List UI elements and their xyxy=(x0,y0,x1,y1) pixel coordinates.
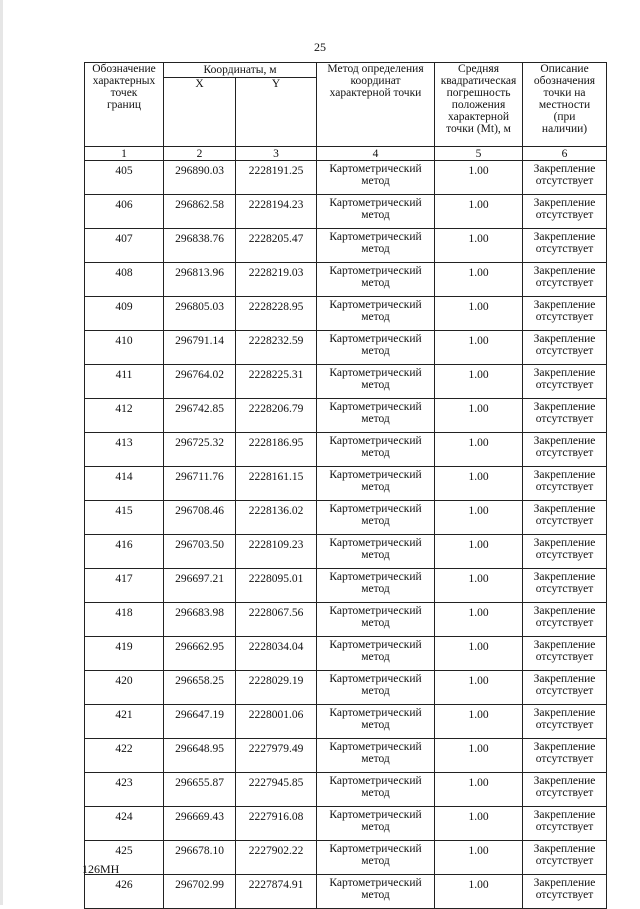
method-cell: Картометрический метод xyxy=(317,603,435,637)
table-row xyxy=(85,841,607,875)
table-row xyxy=(85,467,607,501)
description-cell: Закрепление отсутствует xyxy=(523,467,607,501)
y-coordinate-cell: 2228219.03 xyxy=(236,263,317,297)
header-x: X xyxy=(164,78,236,147)
description-cell: Закрепление отсутствует xyxy=(523,603,607,637)
description-cell: Закрепление отсутствует xyxy=(523,569,607,603)
x-coordinate-cell: 296742.85 xyxy=(164,399,236,433)
table-row xyxy=(85,603,607,637)
table-body xyxy=(85,161,607,909)
description-cell: Закрепление отсутствует xyxy=(523,841,607,875)
x-coordinate-cell: 296791.14 xyxy=(164,331,236,365)
description-cell: Закрепление отсутствует xyxy=(523,637,607,671)
column-number-row xyxy=(85,147,607,161)
error-cell: 1.00 xyxy=(435,161,523,195)
table-row xyxy=(85,161,607,195)
method-cell: Картометрический метод xyxy=(317,535,435,569)
header-point-designation: Обозначение характерных точек границ xyxy=(85,63,164,147)
point-id-cell: 416 xyxy=(85,535,164,569)
table-row xyxy=(85,637,607,671)
x-coordinate-cell: 296764.02 xyxy=(164,365,236,399)
y-coordinate-cell: 2228225.31 xyxy=(236,365,317,399)
point-id-cell: 413 xyxy=(85,433,164,467)
table-row xyxy=(85,229,607,263)
y-coordinate-cell: 2228205.47 xyxy=(236,229,317,263)
description-cell: Закрепление отсутствует xyxy=(523,263,607,297)
error-cell: 1.00 xyxy=(435,705,523,739)
x-coordinate-cell: 296725.32 xyxy=(164,433,236,467)
y-coordinate-cell: 2228228.95 xyxy=(236,297,317,331)
point-id-cell: 406 xyxy=(85,195,164,229)
table-row xyxy=(85,773,607,807)
column-number: 3 xyxy=(236,147,317,161)
description-cell: Закрепление отсутствует xyxy=(523,501,607,535)
method-cell: Картометрический метод xyxy=(317,365,435,399)
description-cell: Закрепление отсутствует xyxy=(523,297,607,331)
error-cell: 1.00 xyxy=(435,637,523,671)
y-coordinate-cell: 2227902.22 xyxy=(236,841,317,875)
column-number: 5 xyxy=(435,147,523,161)
description-cell: Закрепление отсутствует xyxy=(523,875,607,909)
point-id-cell: 426 xyxy=(85,875,164,909)
point-id-cell: 408 xyxy=(85,263,164,297)
method-cell: Картометрический метод xyxy=(317,331,435,365)
point-id-cell: 419 xyxy=(85,637,164,671)
scan-edge xyxy=(0,0,3,905)
y-coordinate-cell: 2227916.08 xyxy=(236,807,317,841)
method-cell: Картометрический метод xyxy=(317,637,435,671)
point-id-cell: 420 xyxy=(85,671,164,705)
point-id-cell: 422 xyxy=(85,739,164,773)
y-coordinate-cell: 2228186.95 xyxy=(236,433,317,467)
point-id-cell: 410 xyxy=(85,331,164,365)
description-cell: Закрепление отсутствует xyxy=(523,705,607,739)
x-coordinate-cell: 296813.96 xyxy=(164,263,236,297)
error-cell: 1.00 xyxy=(435,501,523,535)
x-coordinate-cell: 296708.46 xyxy=(164,501,236,535)
header-mean-square-error: Средняя квадратическая погрешность положения характерной точки (Mt), м xyxy=(435,63,523,147)
error-cell: 1.00 xyxy=(435,331,523,365)
x-coordinate-cell: 296838.76 xyxy=(164,229,236,263)
error-cell: 1.00 xyxy=(435,229,523,263)
y-coordinate-cell: 2228095.01 xyxy=(236,569,317,603)
table-row xyxy=(85,535,607,569)
x-coordinate-cell: 296862.58 xyxy=(164,195,236,229)
x-coordinate-cell: 296683.98 xyxy=(164,603,236,637)
method-cell: Картометрический метод xyxy=(317,671,435,705)
table-row xyxy=(85,195,607,229)
error-cell: 1.00 xyxy=(435,297,523,331)
header-y: Y xyxy=(236,78,317,147)
error-cell: 1.00 xyxy=(435,467,523,501)
y-coordinate-cell: 2228161.15 xyxy=(236,467,317,501)
description-cell: Закрепление отсутствует xyxy=(523,671,607,705)
description-cell: Закрепление отсутствует xyxy=(523,365,607,399)
error-cell: 1.00 xyxy=(435,807,523,841)
table-row xyxy=(85,433,607,467)
method-cell: Картометрический метод xyxy=(317,705,435,739)
x-coordinate-cell: 296669.43 xyxy=(164,807,236,841)
description-cell: Закрепление отсутствует xyxy=(523,399,607,433)
table-row xyxy=(85,365,607,399)
column-number: 4 xyxy=(317,147,435,161)
error-cell: 1.00 xyxy=(435,399,523,433)
description-cell: Закрепление отсутствует xyxy=(523,807,607,841)
column-number: 6 xyxy=(523,147,607,161)
header-coordinates: Координаты, м xyxy=(164,63,317,78)
x-coordinate-cell: 296711.76 xyxy=(164,467,236,501)
y-coordinate-cell: 2228067.56 xyxy=(236,603,317,637)
error-cell: 1.00 xyxy=(435,535,523,569)
point-id-cell: 425 xyxy=(85,841,164,875)
table-row xyxy=(85,705,607,739)
y-coordinate-cell: 2228109.23 xyxy=(236,535,317,569)
table-row xyxy=(85,569,607,603)
table-row xyxy=(85,331,607,365)
description-cell: Закрепление отсутствует xyxy=(523,535,607,569)
description-cell: Закрепление отсутствует xyxy=(523,773,607,807)
description-cell: Закрепление отсутствует xyxy=(523,161,607,195)
error-cell: 1.00 xyxy=(435,195,523,229)
description-cell: Закрепление отсутствует xyxy=(523,739,607,773)
y-coordinate-cell: 2227874.91 xyxy=(236,875,317,909)
method-cell: Картометрический метод xyxy=(317,433,435,467)
page-number: 25 xyxy=(314,40,326,54)
method-cell: Картометрический метод xyxy=(317,297,435,331)
error-cell: 1.00 xyxy=(435,603,523,637)
x-coordinate-cell: 296647.19 xyxy=(164,705,236,739)
x-coordinate-cell: 296702.99 xyxy=(164,875,236,909)
y-coordinate-cell: 2228191.25 xyxy=(236,161,317,195)
method-cell: Картометрический метод xyxy=(317,875,435,909)
error-cell: 1.00 xyxy=(435,773,523,807)
method-cell: Картометрический метод xyxy=(317,501,435,535)
error-cell: 1.00 xyxy=(435,569,523,603)
point-id-cell: 411 xyxy=(85,365,164,399)
table-row xyxy=(85,297,607,331)
point-id-cell: 412 xyxy=(85,399,164,433)
description-cell: Закрепление отсутствует xyxy=(523,195,607,229)
table-row xyxy=(85,399,607,433)
y-coordinate-cell: 2228034.04 xyxy=(236,637,317,671)
method-cell: Картометрический метод xyxy=(317,773,435,807)
error-cell: 1.00 xyxy=(435,875,523,909)
footer-code: 126МН xyxy=(82,862,120,876)
table-row xyxy=(85,263,607,297)
point-id-cell: 405 xyxy=(85,161,164,195)
x-coordinate-cell: 296805.03 xyxy=(164,297,236,331)
x-coordinate-cell: 296658.25 xyxy=(164,671,236,705)
error-cell: 1.00 xyxy=(435,841,523,875)
x-coordinate-cell: 296703.50 xyxy=(164,535,236,569)
y-coordinate-cell: 2228029.19 xyxy=(236,671,317,705)
y-coordinate-cell: 2228001.06 xyxy=(236,705,317,739)
point-id-cell: 415 xyxy=(85,501,164,535)
table-row xyxy=(85,739,607,773)
y-coordinate-cell: 2227979.49 xyxy=(236,739,317,773)
table-row xyxy=(85,875,607,909)
x-coordinate-cell: 296655.87 xyxy=(164,773,236,807)
table-header xyxy=(85,63,607,161)
method-cell: Картометрический метод xyxy=(317,161,435,195)
error-cell: 1.00 xyxy=(435,433,523,467)
x-coordinate-cell: 296678.10 xyxy=(164,841,236,875)
description-cell: Закрепление отсутствует xyxy=(523,331,607,365)
method-cell: Картометрический метод xyxy=(317,229,435,263)
point-id-cell: 418 xyxy=(85,603,164,637)
method-cell: Картометрический метод xyxy=(317,739,435,773)
y-coordinate-cell: 2227945.85 xyxy=(236,773,317,807)
x-coordinate-cell: 296662.95 xyxy=(164,637,236,671)
point-id-cell: 414 xyxy=(85,467,164,501)
y-coordinate-cell: 2228232.59 xyxy=(236,331,317,365)
method-cell: Картометрический метод xyxy=(317,841,435,875)
method-cell: Картометрический метод xyxy=(317,195,435,229)
point-id-cell: 409 xyxy=(85,297,164,331)
point-id-cell: 423 xyxy=(85,773,164,807)
table-row xyxy=(85,501,607,535)
x-coordinate-cell: 296648.95 xyxy=(164,739,236,773)
point-id-cell: 424 xyxy=(85,807,164,841)
method-cell: Картометрический метод xyxy=(317,399,435,433)
method-cell: Картометрический метод xyxy=(317,467,435,501)
table-row xyxy=(85,671,607,705)
header-description: Описание обозначения точки на местности (при наличии) xyxy=(523,63,607,147)
method-cell: Картометрический метод xyxy=(317,569,435,603)
column-number: 2 xyxy=(164,147,236,161)
description-cell: Закрепление отсутствует xyxy=(523,229,607,263)
header-method: Метод определения координат характерной точки xyxy=(317,63,435,147)
error-cell: 1.00 xyxy=(435,365,523,399)
description-cell: Закрепление отсутствует xyxy=(523,433,607,467)
coordinates-table xyxy=(84,62,607,909)
x-coordinate-cell: 296697.21 xyxy=(164,569,236,603)
error-cell: 1.00 xyxy=(435,739,523,773)
table-row xyxy=(85,807,607,841)
y-coordinate-cell: 2228206.79 xyxy=(236,399,317,433)
y-coordinate-cell: 2228194.23 xyxy=(236,195,317,229)
x-coordinate-cell: 296890.03 xyxy=(164,161,236,195)
point-id-cell: 407 xyxy=(85,229,164,263)
method-cell: Картометрический метод xyxy=(317,263,435,297)
error-cell: 1.00 xyxy=(435,671,523,705)
error-cell: 1.00 xyxy=(435,263,523,297)
point-id-cell: 421 xyxy=(85,705,164,739)
point-id-cell: 417 xyxy=(85,569,164,603)
column-number: 1 xyxy=(85,147,164,161)
y-coordinate-cell: 2228136.02 xyxy=(236,501,317,535)
method-cell: Картометрический метод xyxy=(317,807,435,841)
